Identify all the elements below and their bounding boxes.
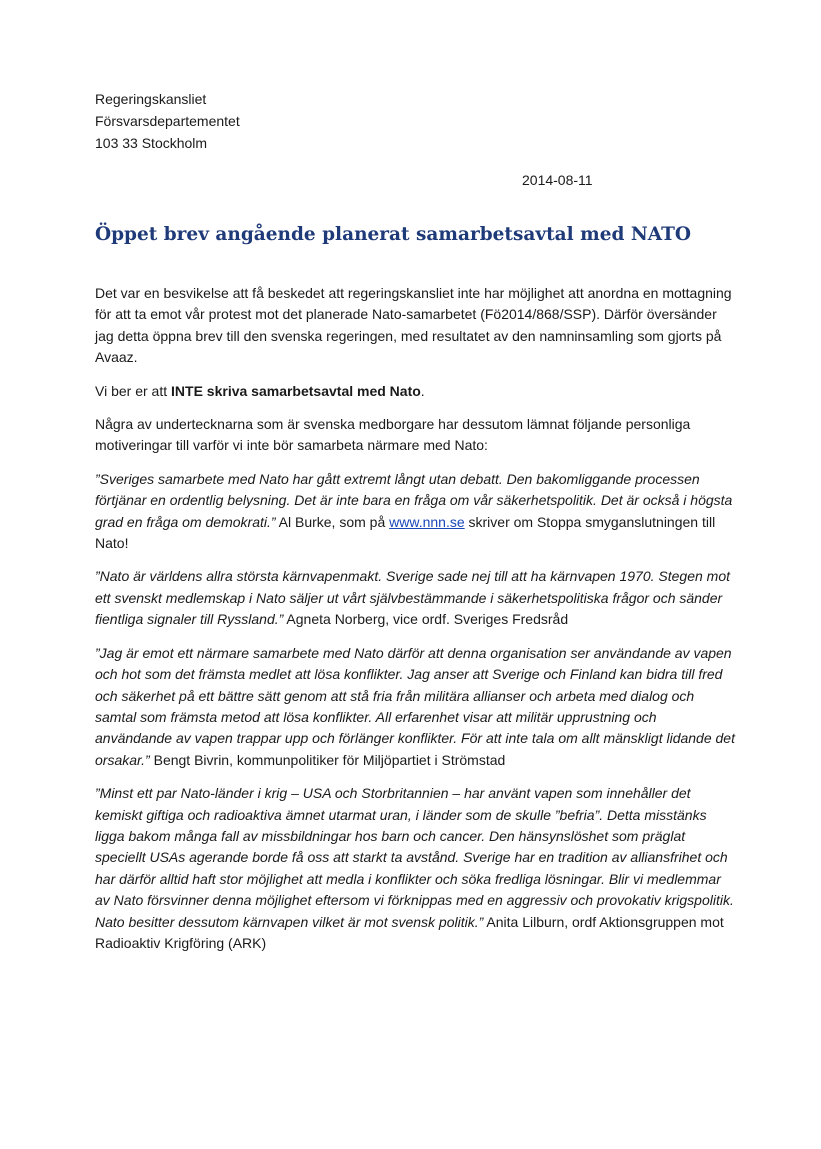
letter-date: 2014-08-11 xyxy=(522,172,593,188)
address-line-3: 103 33 Stockholm xyxy=(95,135,208,151)
quote-attribution-1-pre: Al Burke, som på xyxy=(275,513,390,530)
intro-paragraph: Det var en besvikelse att få beskedet att regeringskansliet inte har möjlighet att anordna en mottagning för att ta emot vår protest mot det planerade Nato-samarbetet (Fö2014/868/SSP). Därför översänder jag detta öppna brev till den svenska regeringen, med resultatet av den namninsamling som gjorts på Avaaz. xyxy=(95,285,732,366)
quote-paragraph-4 xyxy=(95,783,735,954)
letter-title: Öppet brev angående planerat samarbetsavtal med NATO xyxy=(95,224,691,245)
request-prefix: Vi ber er att xyxy=(95,382,172,399)
quote-paragraph-1 xyxy=(95,469,735,555)
quote-attribution-4: Anita Lilburn, ordf Aktionsgruppen mot Radioaktiv Krigföring (ARK) xyxy=(95,913,724,951)
recipient-address xyxy=(95,88,240,154)
quote-text-3: ”Jag är emot ett närmare samarbete med Nato därför att denna organisation ser användande av vapen och hot som det främsta medlet att lösa konflikter. Jag anser att Sverige och Finland kan bidra till fred och säkerhet på ett bättre sätt genom att stå fria från militära allianser och arbeta med dialog och samtal som främsta metod att lösa konflikter. All erfarenhet visar att militär upprustning och användande av vapen trappar upp och förlänger konflikter. För att inte tala om allt mänskligt lidande det orsakar.” xyxy=(95,644,735,768)
quote-attribution-3: Bengt Bivrin, kommunpolitiker för Miljöpartiet i Strömstad xyxy=(149,751,506,768)
quote-paragraph-2 xyxy=(95,566,735,630)
request-suffix: . xyxy=(420,382,425,399)
quote-text-1: ”Sveriges samarbete med Nato har gått extremt långt utan debatt. Den bakomliggande processen förtjänar en ordentlig belysning. Det är inte bara en fråga om vår säkerhetspolitik. Det är också i högsta grad en fråga om demokrati.” xyxy=(95,470,733,530)
motivations-intro-paragraph: Några av undertecknarna som är svenska medborgare har dessutom lämnat följande personliga motiveringar till varför vi inte bör samarbeta närmare med Nato: xyxy=(95,416,691,454)
letter-body xyxy=(95,283,735,966)
address-line-2: Försvarsdepartementet xyxy=(95,113,240,129)
nnn-link[interactable]: www.nnn.se xyxy=(389,513,465,530)
request-bold-text: INTE skriva samarbetsavtal med Nato xyxy=(171,382,421,399)
request-paragraph xyxy=(95,381,735,402)
address-line-1: Regeringskansliet xyxy=(95,91,207,107)
quote-paragraph-3 xyxy=(95,643,735,771)
quote-text-4: ”Minst ett par Nato-länder i krig – USA och Storbritannien – har använt vapen som innehåller det kemiskt giftiga och radioaktiva ämnet utarmat uran, i länder som de skulle ”befria”. Detta misstänks ligga bakom många fall av missbildningar hos barn och cancer. Den hänsynslöshet som präglat speciellt USAs agerande borde få oss att starkt ta avstånd. Sverige har en tradition av alliansfrihet och har därför alltid haft stor möjlighet att medla i konflikter och söka fredliga lösningar. Blir vi medlemmar av Nato försvinner denna möjlighet eftersom vi förknippas med en aggressiv och provokativ krigspolitik. Nato besitter dessutom kärnvapen vilket är mot svensk politik.” xyxy=(95,785,734,930)
quote-attribution-1-post: skriver om Stoppa smyganslutningen till Nato! xyxy=(95,513,716,552)
quote-attribution-2: Agneta Norberg, vice ordf. Sveriges Fredsråd xyxy=(283,611,569,628)
quote-text-2: ”Nato är världens allra största kärnvapenmakt. Sverige sade nej till att ha kärnvapen 1970. Stegen mot ett svenskt medlemskap i Nato säljer ut vårt självbestämmande i säkerhetspolitiska frågor och sänder fientliga signaler till Ryssland.” xyxy=(95,568,731,628)
